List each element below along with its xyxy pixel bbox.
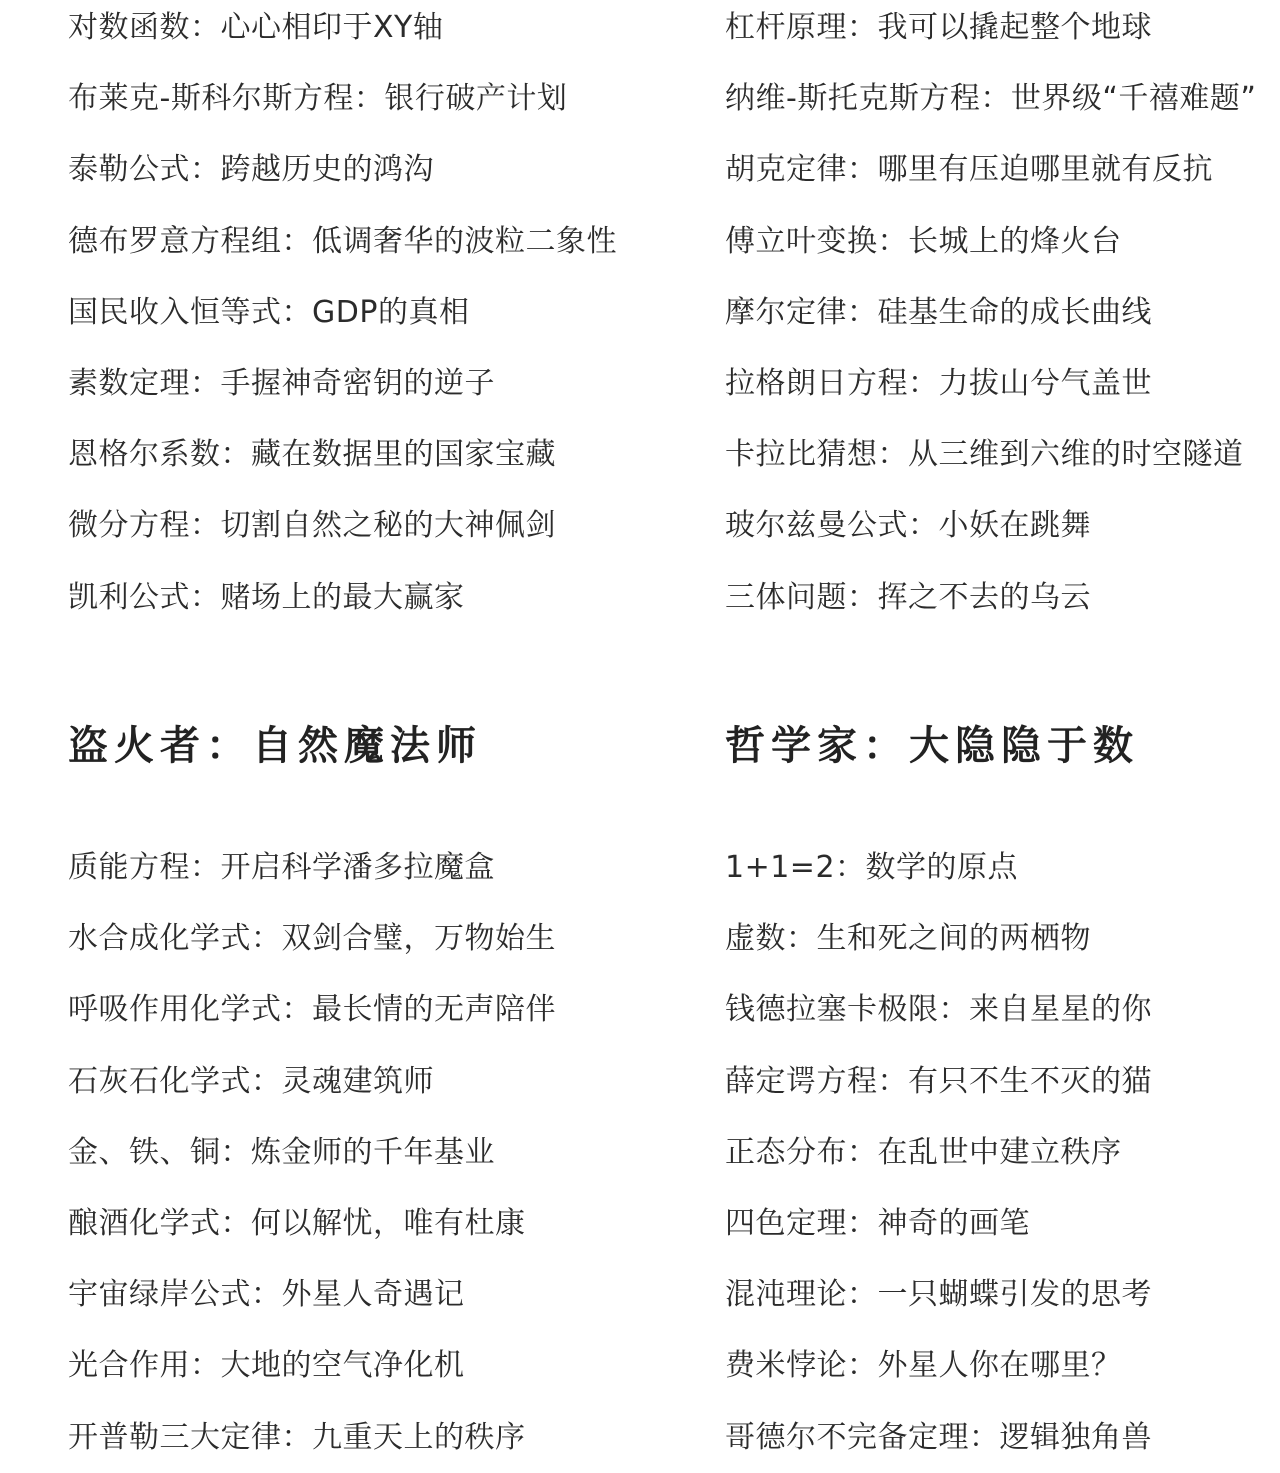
list-item: 德布罗意方程组：低调奢华的波粒二象性	[68, 223, 617, 259]
list-item: 四色定理：神奇的画笔	[725, 1205, 1030, 1241]
list-item: 开普勒三大定律：九重天上的秩序	[68, 1419, 526, 1455]
list-item: 金、铁、铜：炼金师的千年基业	[68, 1134, 495, 1170]
list-item: 费米悖论：外星人你在哪里？	[725, 1348, 1122, 1384]
list-item: 卡拉比猜想：从三维到六维的时空隧道	[725, 437, 1244, 473]
list-item: 对数函数：心心相印于XY轴	[68, 10, 444, 45]
list-item: 摩尔定律：硅基生命的成长曲线	[725, 294, 1152, 330]
list-item: 玻尔兹曼公式：小妖在跳舞	[725, 508, 1091, 544]
list-item: 三体问题：挥之不去的乌云	[725, 579, 1091, 615]
list-item: 酿酒化学式：何以解忧，唯有杜康	[68, 1205, 526, 1241]
list-item: 光合作用：大地的空气净化机	[68, 1348, 465, 1384]
list-item: 钱德拉塞卡极限：来自星星的你	[725, 992, 1152, 1028]
list-item: 纳维-斯托克斯方程：世界级“千禧难题”	[725, 81, 1257, 117]
list-item: 质能方程：开启科学潘多拉魔盒	[68, 850, 495, 885]
list-item: 凯利公式：赌场上的最大赢家	[68, 579, 465, 615]
list-item: 哥德尔不完备定理：逻辑独角兽	[725, 1419, 1152, 1455]
list-item: 国民收入恒等式：GDP的真相	[68, 294, 470, 330]
bottom-left-list	[68, 832, 556, 1473]
top-left-list	[68, 0, 617, 633]
list-item: 恩格尔系数：藏在数据里的国家宝藏	[68, 437, 556, 473]
list-item: 正态分布：在乱世中建立秩序	[725, 1134, 1122, 1170]
list-item: 混沌理论：一只蝴蝶引发的思考	[725, 1277, 1152, 1313]
top-right-list	[725, 0, 1256, 633]
list-item: 素数定理：手握神奇密钥的逆子	[68, 365, 495, 401]
list-item: 石灰石化学式：灵魂建筑师	[68, 1063, 434, 1099]
list-item: 拉格朗日方程：力拔山兮气盖世	[725, 365, 1152, 401]
list-item: 布莱克-斯科尔斯方程：银行破产计划	[68, 81, 568, 117]
list-item: 杠杆原理：我可以撬起整个地球	[725, 10, 1152, 45]
list-item: 微分方程：切割自然之秘的大神佩剑	[68, 508, 556, 544]
list-item: 虚数：生和死之间的两栖物	[725, 921, 1091, 957]
list-item: 呼吸作用化学式：最长情的无声陪伴	[68, 992, 556, 1028]
list-item: 胡克定律：哪里有压迫哪里就有反抗	[725, 152, 1213, 188]
list-item: 1+1=2：数学的原点	[725, 850, 1019, 885]
list-item: 宇宙绿岸公式：外星人奇遇记	[68, 1277, 465, 1313]
list-item: 傅立叶变换：长城上的烽火台	[725, 223, 1122, 259]
bottom-right-list	[725, 832, 1152, 1473]
list-item: 水合成化学式：双剑合璧，万物始生	[68, 921, 556, 957]
section-title-fire-stealer: 盗火者：自然魔法师	[68, 723, 482, 769]
section-title-philosopher: 哲学家：大隐隐于数	[725, 723, 1139, 769]
list-item: 泰勒公式：跨越历史的鸿沟	[68, 152, 434, 188]
list-item: 薛定谔方程：有只不生不灭的猫	[725, 1063, 1152, 1099]
